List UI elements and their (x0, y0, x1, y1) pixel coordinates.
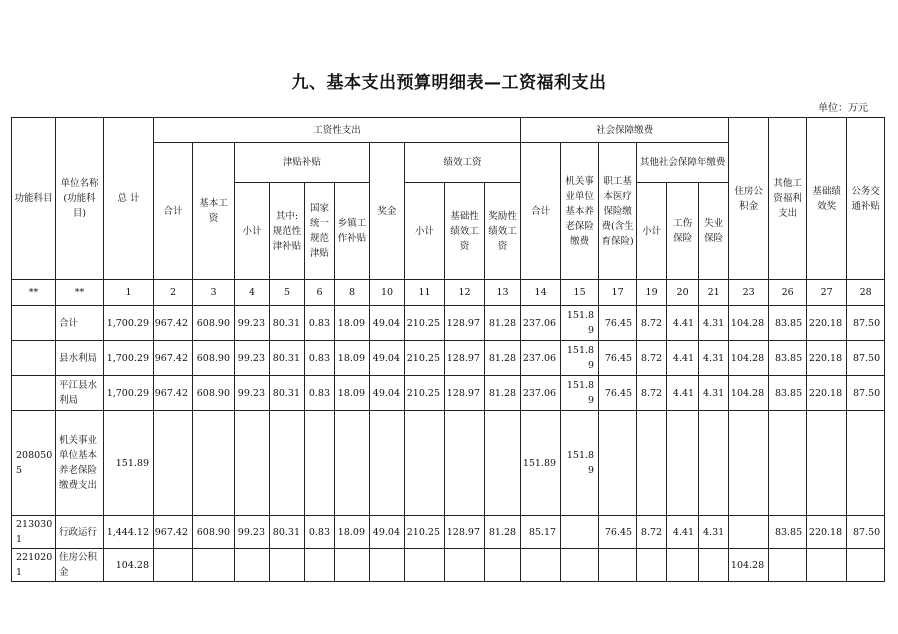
index-row (12, 280, 885, 306)
value-cell: 4.31 (699, 306, 729, 341)
value-cell: 18.09 (335, 341, 370, 376)
value-cell: 967.42 (154, 341, 193, 376)
value-cell: 104.28 (729, 306, 769, 341)
value-cell: 49.04 (370, 341, 405, 376)
header-transport: 公务交通补贴 (847, 118, 885, 280)
value-cell (370, 411, 405, 516)
func-code-cell (12, 376, 56, 411)
index-cell: 1 (104, 280, 154, 306)
table-row (12, 516, 885, 549)
header-allowance-subtotal: 小计 (235, 183, 270, 280)
table-row (12, 376, 885, 411)
value-cell: 87.50 (847, 376, 885, 411)
value-cell (193, 411, 235, 516)
value-cell: 237.06 (521, 341, 561, 376)
value-cell (193, 549, 235, 582)
header-other-social-group: 其他社会保障年缴费 (637, 143, 729, 183)
index-cell: 4 (235, 280, 270, 306)
value-cell: 967.42 (154, 376, 193, 411)
value-cell: 104.28 (729, 376, 769, 411)
value-cell: 83.85 (769, 376, 807, 411)
value-cell (405, 411, 445, 516)
value-cell (729, 411, 769, 516)
value-cell: 81.28 (485, 306, 521, 341)
index-cell: 17 (599, 280, 637, 306)
value-cell: 608.90 (193, 341, 235, 376)
value-cell: 83.85 (769, 341, 807, 376)
value-cell (335, 549, 370, 582)
unit-name-cell: 合计 (56, 306, 104, 341)
index-cell: 23 (729, 280, 769, 306)
header-pension: 机关事业单位基本养老保险缴费 (561, 143, 599, 280)
value-cell: 76.45 (599, 341, 637, 376)
index-cell: 10 (370, 280, 405, 306)
value-cell: 83.85 (769, 516, 807, 549)
index-cell: ** (12, 280, 56, 306)
value-cell (769, 411, 807, 516)
value-cell: 151.89 (521, 411, 561, 516)
value-cell: 8.72 (637, 341, 667, 376)
index-cell: 8 (335, 280, 370, 306)
value-cell: 220.18 (807, 306, 847, 341)
index-cell: 2 (154, 280, 193, 306)
func-code-cell (12, 341, 56, 376)
value-cell: 87.50 (847, 341, 885, 376)
value-cell: 87.50 (847, 306, 885, 341)
value-cell: 4.41 (667, 376, 699, 411)
value-cell: 99.23 (235, 516, 270, 549)
value-cell: 99.23 (235, 341, 270, 376)
value-cell: 128.97 (445, 376, 485, 411)
header-unemployment: 失业保险 (699, 183, 729, 280)
index-cell: 13 (485, 280, 521, 306)
value-cell (599, 411, 637, 516)
unit-name-cell: 机关事业单位基本养老保险缴费支出 (56, 411, 104, 516)
value-cell (305, 549, 335, 582)
value-cell: 151.89 (104, 411, 154, 516)
value-cell: 80.31 (270, 376, 305, 411)
unit-name-cell: 行政运行 (56, 516, 104, 549)
value-cell: 151.89 (561, 411, 599, 516)
value-cell (561, 549, 599, 582)
header-other-welfare: 其他工资福利支出 (769, 118, 807, 280)
value-cell: 4.31 (699, 341, 729, 376)
value-cell (485, 411, 521, 516)
header-allowance-national: 国家统一规范津贴 (305, 183, 335, 280)
value-cell: 1,700.29 (104, 306, 154, 341)
value-cell (405, 549, 445, 582)
index-cell: 15 (561, 280, 599, 306)
value-cell (370, 549, 405, 582)
value-cell: 210.25 (405, 516, 445, 549)
header-basic-perf-bonus: 基础绩效奖 (807, 118, 847, 280)
value-cell (445, 549, 485, 582)
func-code-cell (12, 306, 56, 341)
header-unit-name: 单位名称(功能科目) (56, 118, 104, 280)
value-cell: 210.25 (405, 376, 445, 411)
value-cell: 151.89 (561, 306, 599, 341)
value-cell: 967.42 (154, 306, 193, 341)
value-cell: 8.72 (637, 306, 667, 341)
value-cell: 128.97 (445, 306, 485, 341)
value-cell: 4.31 (699, 376, 729, 411)
header-social-group: 社会保障缴费 (521, 118, 729, 143)
header-housing: 住房公积金 (729, 118, 769, 280)
value-cell (235, 549, 270, 582)
value-cell: 220.18 (807, 516, 847, 549)
index-cell: 26 (769, 280, 807, 306)
value-cell: 0.83 (305, 376, 335, 411)
value-cell (270, 411, 305, 516)
unit-label: 单位：万元 (818, 103, 868, 114)
func-code-cell: 2210201 (12, 549, 56, 582)
value-cell (599, 549, 637, 582)
header-perf-group: 绩效工资 (405, 143, 521, 183)
header-basic-salary: 基本工资 (193, 143, 235, 280)
value-cell (807, 411, 847, 516)
value-cell: 1,700.29 (104, 376, 154, 411)
value-cell: 49.04 (370, 376, 405, 411)
value-cell: 128.97 (445, 341, 485, 376)
value-cell (667, 411, 699, 516)
value-cell (769, 549, 807, 582)
value-cell: 220.18 (807, 341, 847, 376)
value-cell: 80.31 (270, 516, 305, 549)
value-cell (305, 411, 335, 516)
func-code-cell: 2080505 (12, 411, 56, 516)
value-cell (335, 411, 370, 516)
value-cell (637, 411, 667, 516)
value-cell: 81.28 (485, 516, 521, 549)
value-cell: 81.28 (485, 376, 521, 411)
value-cell: 128.97 (445, 516, 485, 549)
table-row (12, 549, 885, 582)
header-subtotal: 合计 (154, 143, 193, 280)
index-cell: 12 (445, 280, 485, 306)
value-cell: 220.18 (807, 376, 847, 411)
value-cell: 76.45 (599, 306, 637, 341)
value-cell: 4.41 (667, 516, 699, 549)
value-cell: 210.25 (405, 341, 445, 376)
value-cell (445, 411, 485, 516)
table-row (12, 306, 885, 341)
header-allowance-standard: 其中:规范性津补贴 (270, 183, 305, 280)
value-cell (637, 549, 667, 582)
index-cell: 19 (637, 280, 667, 306)
value-cell (699, 549, 729, 582)
index-cell: 11 (405, 280, 445, 306)
value-cell: 87.50 (847, 516, 885, 549)
value-cell: 76.45 (599, 516, 637, 549)
header-social-subtotal: 合计 (521, 143, 561, 280)
value-cell: 76.45 (599, 376, 637, 411)
header-func-code: 功能科目 (12, 118, 56, 280)
value-cell: 49.04 (370, 306, 405, 341)
value-cell (847, 549, 885, 582)
value-cell: 18.09 (335, 376, 370, 411)
value-cell: 99.23 (235, 306, 270, 341)
table-row (12, 341, 885, 376)
unit-name-cell: 平江县水利局 (56, 376, 104, 411)
header-injury: 工伤保险 (667, 183, 699, 280)
func-code-cell: 2130301 (12, 516, 56, 549)
index-cell: 5 (270, 280, 305, 306)
index-cell: 3 (193, 280, 235, 306)
index-cell: ** (56, 280, 104, 306)
value-cell (154, 411, 193, 516)
value-cell: 237.06 (521, 306, 561, 341)
value-cell: 49.04 (370, 516, 405, 549)
value-cell: 608.90 (193, 376, 235, 411)
value-cell (729, 516, 769, 549)
index-cell: 27 (807, 280, 847, 306)
header-other-subtotal: 小计 (637, 183, 667, 280)
value-cell: 4.41 (667, 341, 699, 376)
unit-name-cell: 住房公积金 (56, 549, 104, 582)
budget-table (11, 117, 885, 582)
value-cell: 83.85 (769, 306, 807, 341)
value-cell (521, 549, 561, 582)
value-cell: 99.23 (235, 376, 270, 411)
value-cell (154, 549, 193, 582)
value-cell (667, 549, 699, 582)
value-cell: 85.17 (521, 516, 561, 549)
value-cell: 151.89 (561, 341, 599, 376)
value-cell: 80.31 (270, 306, 305, 341)
value-cell (847, 411, 885, 516)
value-cell: 80.31 (270, 341, 305, 376)
value-cell: 1,700.29 (104, 341, 154, 376)
index-cell: 28 (847, 280, 885, 306)
value-cell: 4.31 (699, 516, 729, 549)
header-perf-basic: 基础性绩效工资 (445, 183, 485, 280)
header-perf-subtotal: 小计 (405, 183, 445, 280)
value-cell: 81.28 (485, 341, 521, 376)
value-cell: 608.90 (193, 306, 235, 341)
table-body (12, 306, 885, 582)
header-total: 总 计 (104, 118, 154, 280)
value-cell: 0.83 (305, 341, 335, 376)
value-cell (699, 411, 729, 516)
value-cell: 104.28 (729, 341, 769, 376)
index-cell: 21 (699, 280, 729, 306)
index-cell: 20 (667, 280, 699, 306)
page-title: 九、基本支出预算明细表—工资福利支出 (291, 73, 607, 93)
index-cell: 6 (305, 280, 335, 306)
value-cell (270, 549, 305, 582)
value-cell: 104.28 (104, 549, 154, 582)
value-cell: 18.09 (335, 306, 370, 341)
value-cell: 4.41 (667, 306, 699, 341)
header-perf-reward: 奖励性绩效工资 (485, 183, 521, 280)
table-row (12, 411, 885, 516)
value-cell: 0.83 (305, 306, 335, 341)
header-medical: 职工基本医疗保险缴费(含生育保险) (599, 143, 637, 280)
value-cell: 967.42 (154, 516, 193, 549)
value-cell: 1,444.12 (104, 516, 154, 549)
value-cell: 237.06 (521, 376, 561, 411)
unit-name-cell: 县水利局 (56, 341, 104, 376)
value-cell (235, 411, 270, 516)
value-cell (561, 516, 599, 549)
header-bonus: 奖金 (370, 143, 405, 280)
value-cell: 104.28 (729, 549, 769, 582)
value-cell: 210.25 (405, 306, 445, 341)
header-allowance-town: 乡镇工作补贴 (335, 183, 370, 280)
value-cell: 151.89 (561, 376, 599, 411)
value-cell: 8.72 (637, 376, 667, 411)
value-cell: 608.90 (193, 516, 235, 549)
value-cell (485, 549, 521, 582)
value-cell: 8.72 (637, 516, 667, 549)
header-salary-group: 工资性支出 (154, 118, 521, 143)
header-allowance-group: 津贴补贴 (235, 143, 370, 183)
value-cell: 18.09 (335, 516, 370, 549)
index-cell: 14 (521, 280, 561, 306)
value-cell: 0.83 (305, 516, 335, 549)
value-cell (807, 549, 847, 582)
